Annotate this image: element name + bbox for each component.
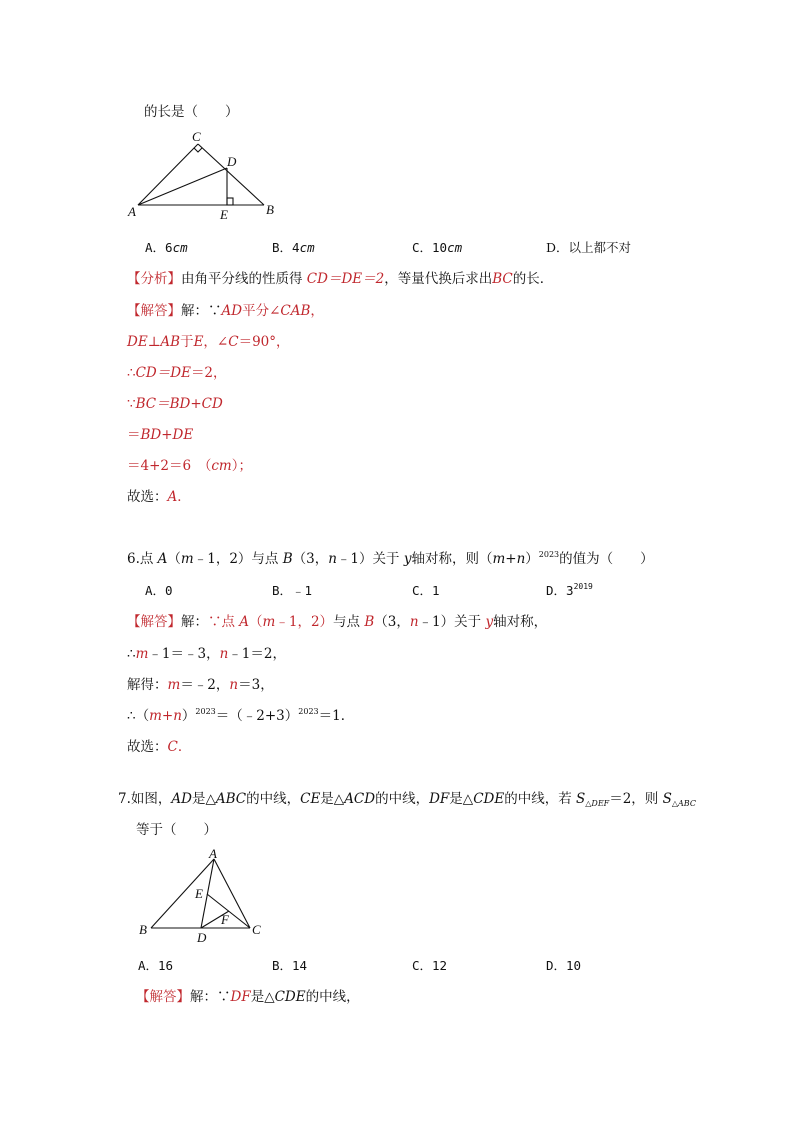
q5-label-e: E — [220, 207, 228, 222]
q6-option-b[interactable]: B．﹣1 — [272, 583, 313, 598]
q6-solution-line-1: 【解答】解：∵点 A（m﹣1，2）与点 B（3，n﹣1）关于 y轴对称， — [127, 614, 548, 630]
q5-solution-line-6: ＝4+2＝6 （cm）； — [127, 458, 252, 474]
q7-option-b[interactable]: B．14 — [272, 958, 308, 973]
q5-stem-tail: 的长是（ ） — [144, 104, 239, 120]
q6-solution-line-4: $\therefore(m+n)^{2023}=(﹣2+3)^{2023}=1$． — [127, 707, 355, 724]
q6-option-d[interactable]: D．$3^{2019}$ — [546, 582, 593, 598]
q6-solution-line-2: ∴m﹣1＝﹣3，n﹣1＝2， — [127, 646, 286, 662]
q7-option-a[interactable]: A．16 — [138, 958, 174, 973]
q5-option-d[interactable]: D．以上都不对 — [546, 240, 632, 255]
q7-label-f: F — [221, 912, 229, 927]
q6-stem: 6.点 A（m﹣1，2）与点 B（3，n﹣1）关于 y轴对称，则$(m+n)^{2023}$的值为（ ） — [127, 550, 654, 567]
q7-label-d: D — [197, 930, 207, 945]
q5-analysis: 【分析】由角平分线的性质得 CD＝DE＝2，等量代换后求出BC的长． — [127, 271, 554, 287]
q7-option-c[interactable]: C．12 — [412, 958, 448, 973]
q7-label-a: A — [209, 846, 217, 861]
q5-option-b[interactable]: B．4cm — [272, 240, 315, 255]
q6-solution-line-5: 故选：C． — [127, 739, 192, 755]
q7-figure — [134, 846, 274, 946]
q5-solution-line-7: 故选：A． — [127, 489, 191, 505]
q7-option-d[interactable]: D．10 — [546, 958, 582, 973]
q7-label-c: C — [252, 922, 261, 937]
q7-label-e: E — [195, 886, 203, 901]
q5-solution-line-3: ∴CD＝DE＝2， — [127, 365, 227, 381]
q5-solution-line-1: 【解答】解：∵AD平分∠CAB， — [127, 303, 324, 319]
q5-solution-line-4: ∵BC＝BD+CD — [127, 396, 223, 412]
q6-option-a[interactable]: A．0 — [145, 583, 173, 598]
q7-label-b: B — [139, 922, 147, 937]
q7-solution-line-1: 【解答】解：∵DF是△CDE的中线， — [136, 989, 360, 1005]
q5-label-b: B — [266, 202, 274, 217]
analysis-tag: 【分析】 — [127, 271, 181, 287]
q5-solution-line-2: DE⊥AB于E，∠C＝90°， — [127, 334, 290, 350]
q6-solution-line-3: 解得：m＝﹣2，n＝3， — [127, 677, 274, 693]
q5-option-c[interactable]: C．10cm — [412, 240, 463, 255]
q5-label-d: D — [227, 154, 237, 169]
q5-option-a[interactable]: A．6cm — [145, 240, 188, 255]
q5-solution-line-5: ＝BD+DE — [127, 427, 194, 443]
q5-label-a: A — [128, 204, 136, 219]
solution-tag: 【解答】 — [127, 614, 181, 630]
q5-figure — [120, 126, 290, 226]
q6-option-c[interactable]: C．1 — [412, 583, 440, 598]
solution-tag: 【解答】 — [127, 303, 181, 319]
q5-label-c: C — [192, 129, 201, 144]
solution-tag: 【解答】 — [136, 989, 190, 1005]
q7-stem-line-1: 7.如图，AD是△ABC的中线，CE是△ACD的中线，DF是△CDE的中线，若 $S_{\triangle DEF}=2$，则 $S_{\triangle ABC}$ — [118, 791, 696, 808]
q7-stem-line-2: 等于（ ） — [136, 822, 217, 838]
